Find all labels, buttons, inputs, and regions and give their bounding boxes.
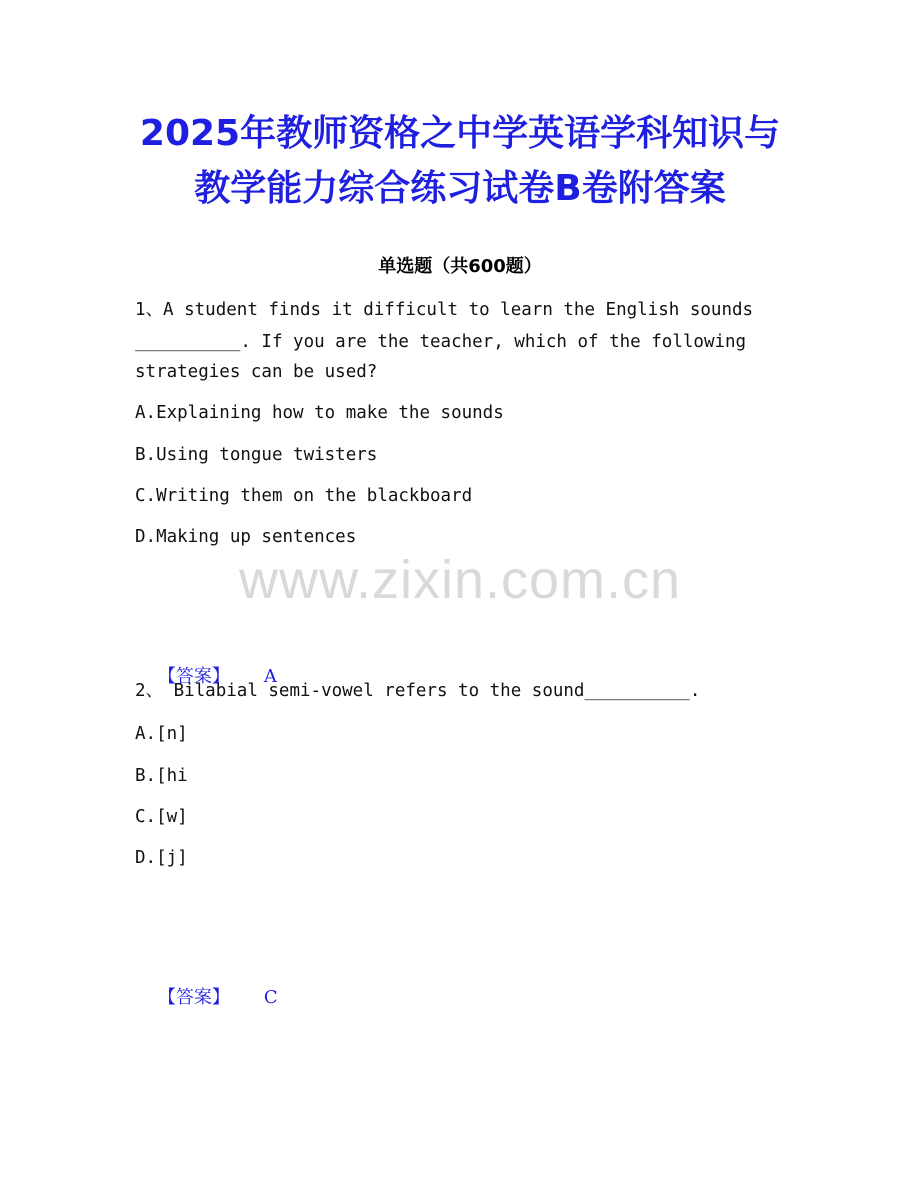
document-title-line-2: 教学能力综合练习试卷B卷附答案: [194, 168, 726, 209]
question-2-option-c: C.[w]: [135, 807, 188, 827]
question-1-stem-line-1: 1、A student finds it difficult to learn the English sounds: [135, 300, 754, 320]
question-1-option-d: D.Making up sentences: [135, 527, 357, 547]
question-2-option-d: D.[j]: [135, 848, 188, 868]
question-2-stem-line-1: 2、 Bilabial semi-vowel refers to the sound__________.: [135, 681, 701, 701]
question-2-option-a: A.[n]: [135, 724, 188, 744]
question-2-option-b: B.[hi: [135, 766, 188, 786]
answer-label: 【答案】: [157, 987, 230, 1008]
question-2-answer: [135, 953, 278, 1043]
question-1-option-a: A.Explaining how to make the sounds: [135, 403, 504, 423]
question-1-stem-line-2: __________. If you are the teacher, which of the following: [135, 332, 747, 352]
section-heading: 单选题（共600题）: [378, 256, 542, 277]
question-1-option-b: B.Using tongue twisters: [135, 445, 378, 465]
answer-value: A: [263, 666, 277, 687]
document-title-line-1: 2025年教师资格之中学英语学科知识与: [139, 113, 781, 154]
question-1-stem-line-3: strategies can be used?: [135, 362, 378, 382]
question-1-option-c: C.Writing them on the blackboard: [135, 486, 473, 506]
answer-value: C: [263, 987, 278, 1008]
answer-label: 【答案】: [157, 666, 230, 687]
watermark: www.zixin.com.cn: [238, 550, 682, 610]
